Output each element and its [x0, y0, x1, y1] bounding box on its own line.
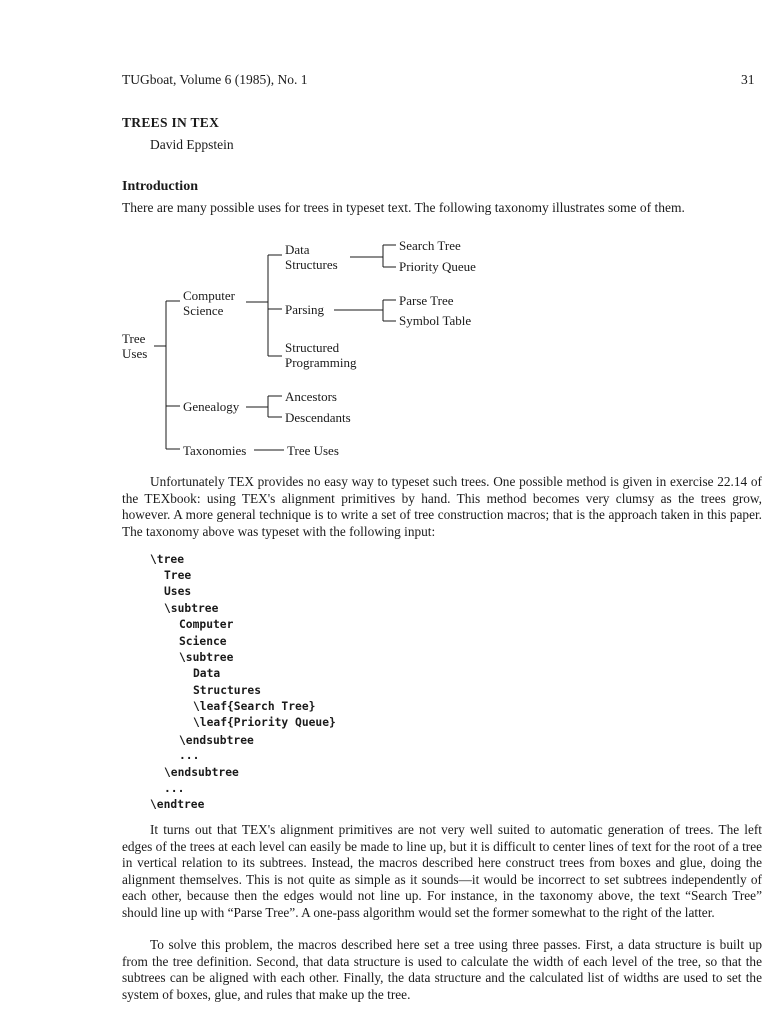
page-number: 31	[741, 72, 755, 87]
tree-node-structures-line: Structures	[285, 257, 338, 272]
tree-node-parsing: Parsing	[285, 302, 324, 317]
article-title: TREES IN TEX	[122, 115, 220, 130]
tree-leaf-ancestors: Ancestors	[285, 389, 337, 404]
tree-leaf-descendants: Descendants	[285, 410, 351, 425]
tree-leaf-search-tree: Search Tree	[399, 238, 461, 253]
tree-node-root-line1: Tree	[122, 331, 146, 346]
tree-node-science-line: Science	[183, 303, 224, 318]
paragraph-2	[122, 822, 762, 922]
paragraph-3-text: To solve this problem, the macros described here set a tree using three passes. First, a data structure is built up from the tree definition. Second, that data structure is used to calculate the width of each level of the tree, so that the subtrees can be aligned with each other. Finally, the data structure and the calculated list of widths are used to set the system of boxes, glue, and rules that make up the tree.	[122, 937, 762, 1002]
code-line: Uses	[164, 585, 192, 598]
tree-node-computer-line: Computer	[183, 288, 235, 303]
code-line: \endsubtree	[164, 766, 239, 779]
code-line: \subtree	[164, 602, 219, 615]
paragraph-1-text: Unfortunately TEX provides no easy way to typeset such trees. One possible method is given in exercise 22.14 of the TEXbook: using TEX's alignment primitives by hand. This method becomes very clumsy as the trees grow, however. A more general technique is to write a set of tree construction macros; that is the approach taken in this paper. The taxonomy above was typeset with the following input:	[122, 474, 762, 539]
code-line: Computer	[179, 618, 234, 631]
intro-sentence: There are many possible uses for trees in typeset text. The following taxonomy illustrates some of them.	[122, 200, 685, 215]
code-line: \leaf{Priority Queue}	[193, 716, 336, 729]
code-line: ...	[164, 782, 185, 795]
tree-node-root	[122, 331, 147, 361]
code-line: \leaf{Search Tree}	[193, 700, 316, 713]
paragraph-2-text: It turns out that TEX's alignment primitives are not very well suited to automatic generation of trees. The left edges of the trees at each level can easily be made to line up, but it is difficult to center lines of text for the root of a tree in vertical relation to its subtrees. Instead, the macros described here construct trees from boxes and glue, doing the alignment themselves. This is not quite as simple as it sounds—it would be incorrect to set subtrees independently of each other, because then the edges would not line up. For instance, in the taxonomy above, the text “Search Tree” should line up with “Parse Tree”. A one-pass algorithm would set the former somewhat to the right of the latter.	[122, 822, 762, 920]
tree-node-structured-programming	[285, 340, 357, 370]
code-line: Data	[193, 667, 221, 680]
paragraph-3	[122, 937, 762, 1003]
code-line: Tree	[164, 569, 192, 582]
tree-node-computer-science	[183, 288, 235, 318]
code-line: \endsubtree	[179, 734, 254, 747]
tree-node-data-line: Data	[285, 242, 310, 257]
code-line: \subtree	[179, 651, 234, 664]
paragraph-1	[122, 474, 762, 540]
code-line: \tree	[150, 553, 185, 566]
tree-node-data-structures	[285, 242, 338, 272]
tree-node-genealogy: Genealogy	[183, 399, 240, 414]
code-line: Science	[179, 635, 227, 648]
tree-leaf-parse-tree: Parse Tree	[399, 293, 454, 308]
tree-leaf-priority-queue: Priority Queue	[399, 259, 476, 274]
tree-node-taxonomies: Taxonomies	[183, 443, 247, 458]
tree-leaf-symbol-table: Symbol Table	[399, 313, 472, 328]
code-line: \endtree	[150, 798, 205, 811]
code-line: ...	[179, 749, 200, 762]
tree-node-structured-line: Structured	[285, 340, 340, 355]
section-heading: Introduction	[122, 179, 198, 194]
tree-leaf-tree-uses: Tree Uses	[287, 443, 339, 458]
running-header: TUGboat, Volume 6 (1985), No. 1	[122, 72, 308, 87]
tree-node-programming-line: Programming	[285, 355, 357, 370]
article-author: David Eppstein	[150, 137, 234, 152]
tree-node-root-line2: Uses	[122, 346, 148, 361]
code-line: Structures	[193, 684, 262, 697]
